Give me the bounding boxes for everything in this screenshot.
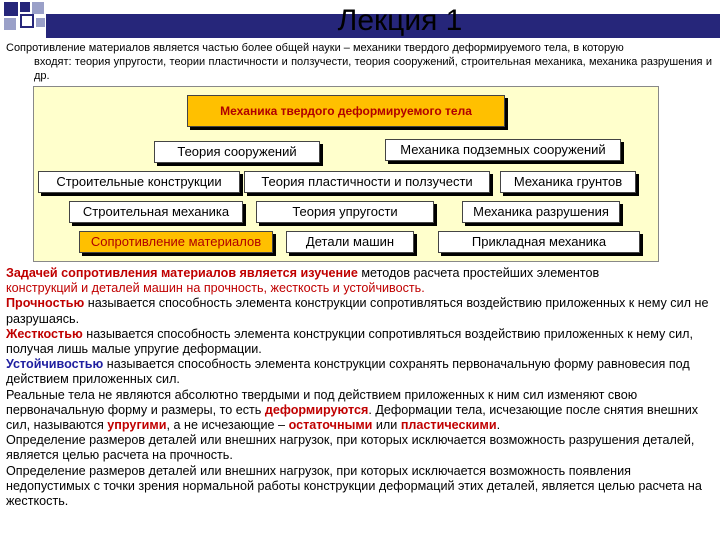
definition-stiffness: называется способность элемента конструкции сопротивляться воздействию приложенных к нему сил, получая лишь малые упругие деформации. [6, 326, 693, 357]
node-machine-parts: Детали машин [286, 231, 414, 253]
node-plasticity-theory: Теория пластичности и ползучести [244, 171, 490, 193]
task-text: методов расчета простейших элементов [357, 266, 600, 280]
task-text-line2: конструкций и деталей машин на прочность, жесткость и устойчивость. [6, 281, 425, 296]
disciplines-diagram [33, 86, 659, 262]
term-residual: остаточными [288, 418, 373, 433]
paragraph-stiffness [6, 327, 714, 357]
node-fracture-mechanics: Механика разрушения [462, 201, 620, 223]
real-bodies-text: . Деформации тела, исчезающие после снятия внешних сил, называются [6, 402, 699, 433]
node-elasticity-theory: Теория упругости [256, 201, 434, 223]
paragraph-stiffness-calc: Определение размеров деталей или внешних нагрузок, при которых исключается возможность появления недопустимых с точки зрения нормальной работы конструкции деформаций этих деталей, является целью расчета на жесткость. [6, 463, 702, 509]
node-solid-mechanics: Механика твердого деформируемого тела [187, 95, 505, 127]
decor-square [32, 2, 44, 14]
term-plastic: пластическими [400, 418, 497, 433]
node-strength-of-materials: Сопротивление материалов [79, 231, 273, 253]
intro-line: Сопротивление материалов является частью более общей науки – механики твердого деформируемого тела, в которую [6, 42, 624, 54]
paragraph-stability [6, 357, 714, 387]
term-stability: Устойчивостью [6, 357, 104, 372]
page-title: Лекция 1 [337, 4, 463, 37]
real-bodies-text: , а не исчезающие – [166, 418, 289, 433]
node-soil-mechanics: Механика грунтов [500, 171, 636, 193]
definition-stability: называется способность элемента конструкции сохранять первоначальную форму равновесия под действием приложенных сил. [6, 357, 690, 387]
term-elastic: упругими [107, 418, 167, 433]
real-bodies-text: или [372, 418, 401, 433]
lecture-body [6, 266, 714, 509]
real-bodies-text: . [496, 418, 501, 433]
term-strength: Прочностью [6, 296, 85, 311]
decor-square [4, 2, 18, 16]
paragraph-strength-calc: Определение размеров деталей или внешних нагрузок, при которых исключается возможность разрушения деталей, является целью расчета на прочность. [6, 433, 695, 463]
decor-square [36, 18, 45, 27]
paragraph-strength [6, 296, 714, 326]
paragraph-task [6, 266, 714, 296]
decor-square [20, 14, 34, 28]
node-underground-mechanics: Механика подземных сооружений [385, 139, 621, 161]
node-theory-structures: Теория сооружений [154, 141, 320, 163]
real-bodies-text: Реальные тела не являются абсолютно твердыми и под действием приложенных к ним сил изменяют свою первоначальную форму и размеры, то есть [6, 387, 638, 417]
term-deform: деформируются [264, 402, 369, 417]
paragraph-real-bodies [6, 388, 714, 434]
node-applied-mechanics: Прикладная механика [438, 231, 640, 253]
intro-text [6, 41, 712, 83]
definition-strength: называется способность элемента конструкции сопротивляться воздействию приложенных к нему сил не разрушаясь. [6, 296, 709, 326]
task-highlight: Задачей сопротивления материалов является изучение [6, 266, 358, 280]
node-structural-mechanics: Строительная механика [69, 201, 243, 223]
decor-square [4, 18, 16, 30]
decor-square [20, 2, 30, 12]
intro-rest: входят: теория упругости, теории пластичности и ползучести, теория сооружений, строительная механика, механика разрушения и др. [34, 56, 712, 82]
node-building-structures: Строительные конструкции [38, 171, 240, 193]
term-stiffness: Жесткостью [6, 326, 83, 341]
